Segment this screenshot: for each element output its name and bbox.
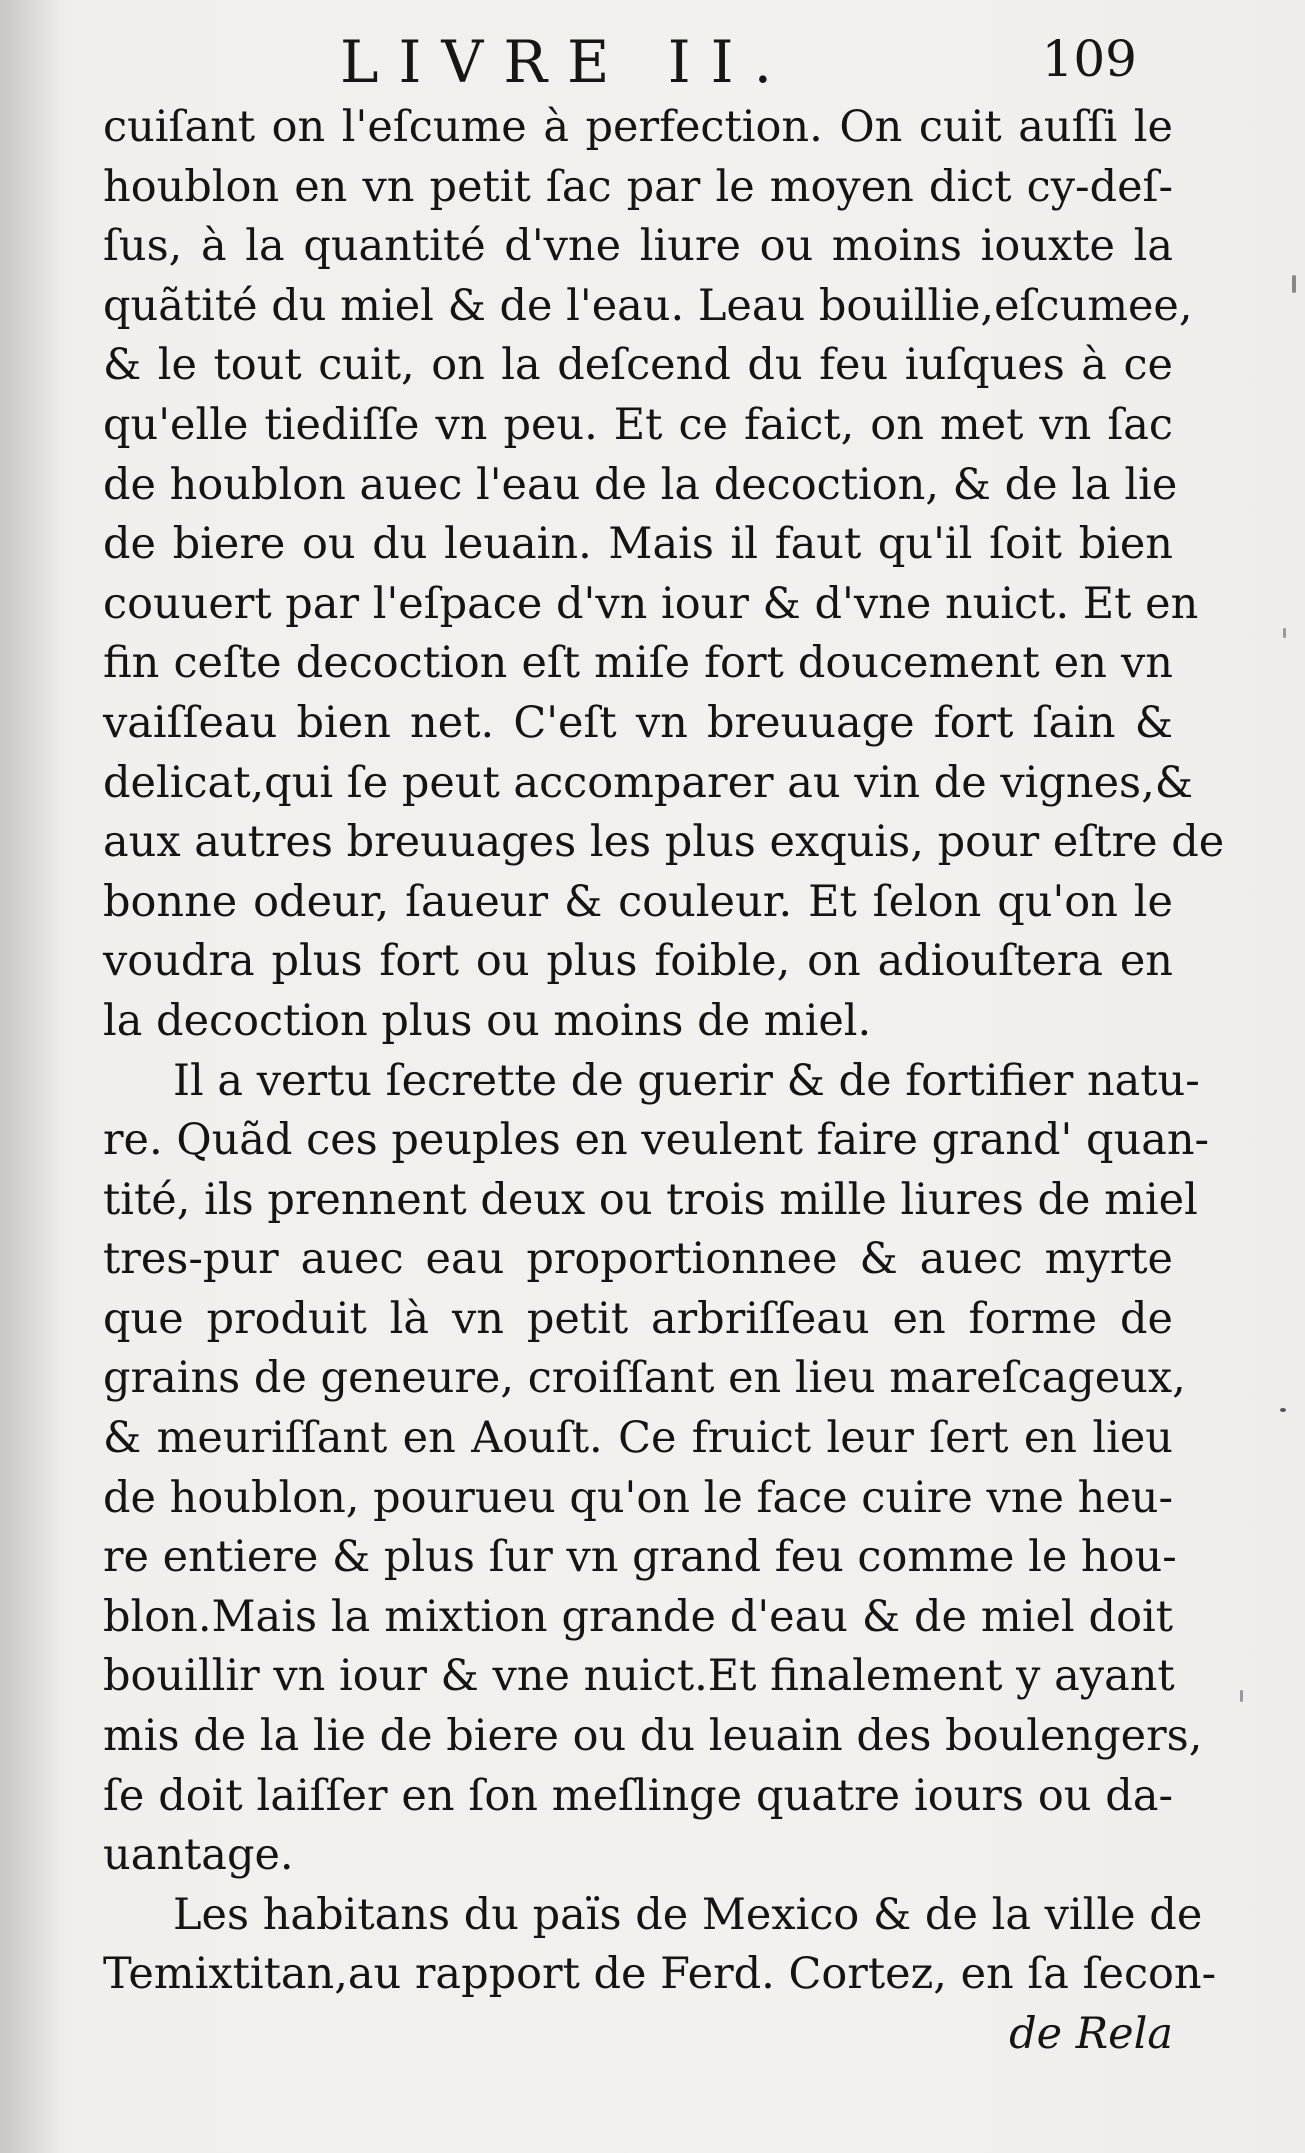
text-line: tres-pur auec eau proportionnee & auec myrte — [103, 1234, 1173, 1285]
text-line: couuert par l'eſpace d'vn iour & d'vne nuict. Et en — [103, 578, 1199, 629]
text-line: & meuriſſant en Aouſt. Ce fruict leur ſert en lieu — [103, 1413, 1173, 1464]
text-line: uantage. — [103, 1830, 294, 1881]
scan-speck — [1280, 1408, 1286, 1412]
text-line: fin ceſte decoction eſt miſe fort doucement en vn — [103, 638, 1173, 689]
text-line: aux autres breuuages les plus exquis, pour eſtre de — [103, 817, 1225, 868]
text-line: re entiere & plus ſur vn grand feu comme le hou- — [103, 1532, 1177, 1583]
page-header — [0, 22, 1305, 102]
text-line: ſe doit laiſſer en ſon meſlinge quatre iours ou da- — [103, 1770, 1173, 1821]
text-line: qu'elle tiediſſe vn peu. Et ce faict, on met vn ſac — [103, 399, 1173, 450]
text-line: voudra plus fort ou plus foible, on adiouſtera en — [103, 936, 1173, 987]
text-line: bonne odeur, ſaueur & couleur. Et ſelon qu'on le — [103, 876, 1173, 927]
text-line: vaiſſeau bien net. C'eſt vn breuuage fort ſain & — [103, 697, 1173, 748]
text-line: la decoction plus ou moins de miel. — [103, 995, 872, 1046]
text-line: mis de la lie de biere ou du leuain des boulengers, — [103, 1711, 1203, 1762]
text-line: re. Quãd ces peuples en veulent faire grand' quan- — [103, 1115, 1210, 1166]
text-line: de houblon auec l'eau de la decoction, & de la lie — [103, 459, 1178, 510]
text-line: delicat,qui ſe peut accomparer au vin de vignes,& — [103, 757, 1194, 808]
text-line: de houblon, pourueu qu'on le face cuire vne heu- — [103, 1472, 1173, 1523]
text-line: cuiſant on l'eſcume à perfection. On cuit auſſi le — [103, 102, 1173, 152]
text-line: quãtité du miel & de l'eau. Leau bouillie,eſcumee, — [103, 280, 1193, 331]
text-line: ſus, à la quantité d'vne liure ou moins iouxte la — [103, 221, 1173, 272]
text-line: bouillir vn iour & vne nuict.Et finalement y ayant — [103, 1651, 1175, 1702]
running-head: LIVRE II. — [340, 28, 793, 96]
text-line: Il a vertu ſecrette de guerir & de fortifier natu- — [173, 1055, 1200, 1106]
body-text — [103, 98, 1225, 2065]
text-line: houblon en vn petit ſac par le moyen dict cy-deſ- — [103, 161, 1173, 212]
text-line: Les habitans du païs de Mexico & de la ville de — [173, 1889, 1203, 1940]
text-line: & le tout cuit, on la deſcend du feu iuſques à ce — [103, 340, 1173, 391]
text-line: de biere ou du leuain. Mais il faut qu'il ſoit bien — [103, 519, 1173, 570]
scan-speck — [1283, 628, 1286, 638]
text-line: tité, ils prennent deux ou trois mille liures de miel — [103, 1174, 1198, 1225]
text-line: que produit là vn petit arbriſſeau en forme de — [103, 1293, 1173, 1344]
text-line: Temixtitan,au rapport de Ferd. Cortez, en ſa ſecon- — [103, 1949, 1217, 2000]
scan-speck — [1240, 1690, 1243, 1702]
page-number: 109 — [1041, 30, 1137, 88]
text-line: blon.Mais la mixtion grande d'eau & de miel doit — [103, 1591, 1173, 1642]
scan-speck — [1292, 275, 1296, 293]
catchword: de Rela — [1009, 2009, 1173, 2059]
gutter-shadow — [0, 0, 60, 2153]
text-line: grains de geneure, croiſſant en lieu mareſcageux, — [103, 1353, 1186, 1404]
